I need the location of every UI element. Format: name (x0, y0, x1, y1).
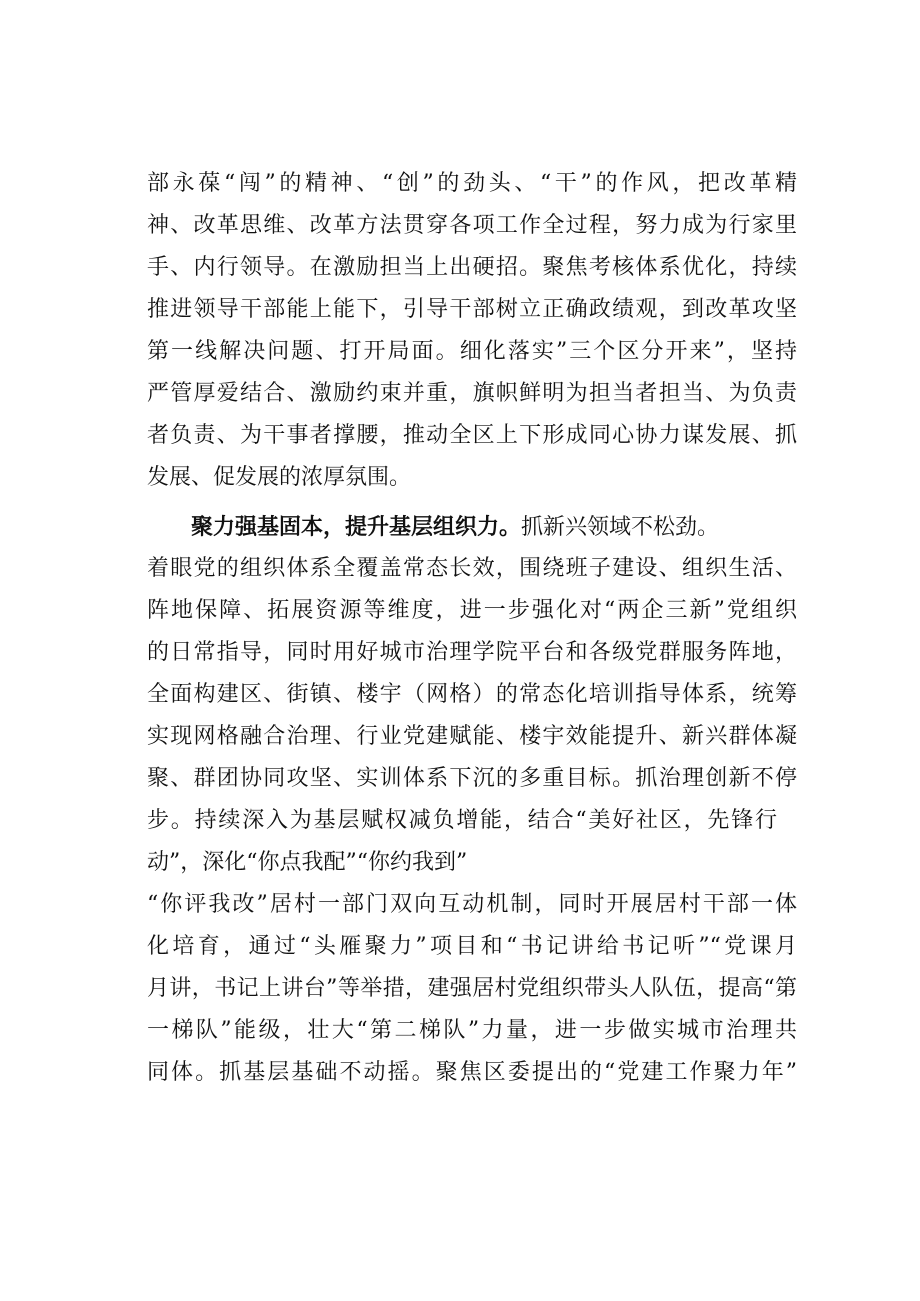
text-line: 第一线解决问题、打开局面。细化落实”三个区分开来”，坚持 (147, 339, 797, 364)
text-line: 着眼党的组织体系全覆盖常态长效，围绕班子建设、组织生活、 (147, 556, 797, 581)
text-line: 同体。抓基层基础不动摇。聚焦区委提出的“党建工作聚力年” (147, 1060, 797, 1085)
text-line: 全面构建区、街镇、楼宇（网格）的常态化培训指导体系，统筹 (147, 682, 797, 707)
text-line: 手、内行领导。在激励担当上出硬招。聚焦考核体系优化，持续 (147, 255, 797, 280)
section-heading-rest: 抓新兴领域不松劲。 (521, 515, 720, 540)
text-line: 者负责、为干事者撑腰，推动全区上下形成同心协力谋发展、抓 (147, 423, 797, 448)
text-line: 化培育，通过“头雁聚力”项目和“书记讲给书记听”“党课月 (147, 934, 797, 959)
text-line: 步。持续深入为基层赋权减负增能，结合“美好社区，先锋行 (147, 808, 777, 833)
text-line: 发展、促发展的浓厚氛围。 (147, 465, 412, 490)
text-line: 阵地保障、拓展资源等维度，进一步强化对“两企三新”党组织 (147, 598, 797, 623)
text-line: “你评我改”居村一部门双向互动机制，同时开展居村干部一体 (147, 892, 797, 917)
text-line: 神、改革思维、改革方法贯穿各项工作全过程，努力成为行家里 (147, 213, 797, 238)
text-line: 部永葆“闯”的精神、“创”的劲头、“干”的作风，把改革精 (147, 171, 797, 196)
section-heading-line (191, 507, 797, 547)
text-line: 的日常指导，同时用好城市治理学院平台和各级党群服务阵地， (147, 640, 797, 665)
text-line: 一梯队”能级，壮大“第二梯队”力量，进一步做实城市治理共 (147, 1018, 797, 1043)
text-line: 严管厚爱结合、激励约束并重，旗帜鲜明为担当者担当、为负责 (147, 381, 797, 406)
text-line: 动”，深化“你点我配”“你约我到” (147, 850, 468, 875)
text-line: 聚、群团协同攻坚、实训体系下沉的多重目标。抓治理创新不停 (147, 766, 797, 791)
text-line: 月讲，书记上讲台”等举措，建强居村党组织带头人队伍，提高“第 (147, 976, 797, 1001)
text-line: 实现网格融合治理、行业党建赋能、楼宇效能提升、新兴群体凝 (147, 724, 797, 749)
section-heading: 聚力强基固本，提升基层组织力。 (191, 514, 522, 540)
text-line: 推进领导干部能上能下，引导干部树立正确政绩观，到改革攻坚 (147, 297, 797, 322)
